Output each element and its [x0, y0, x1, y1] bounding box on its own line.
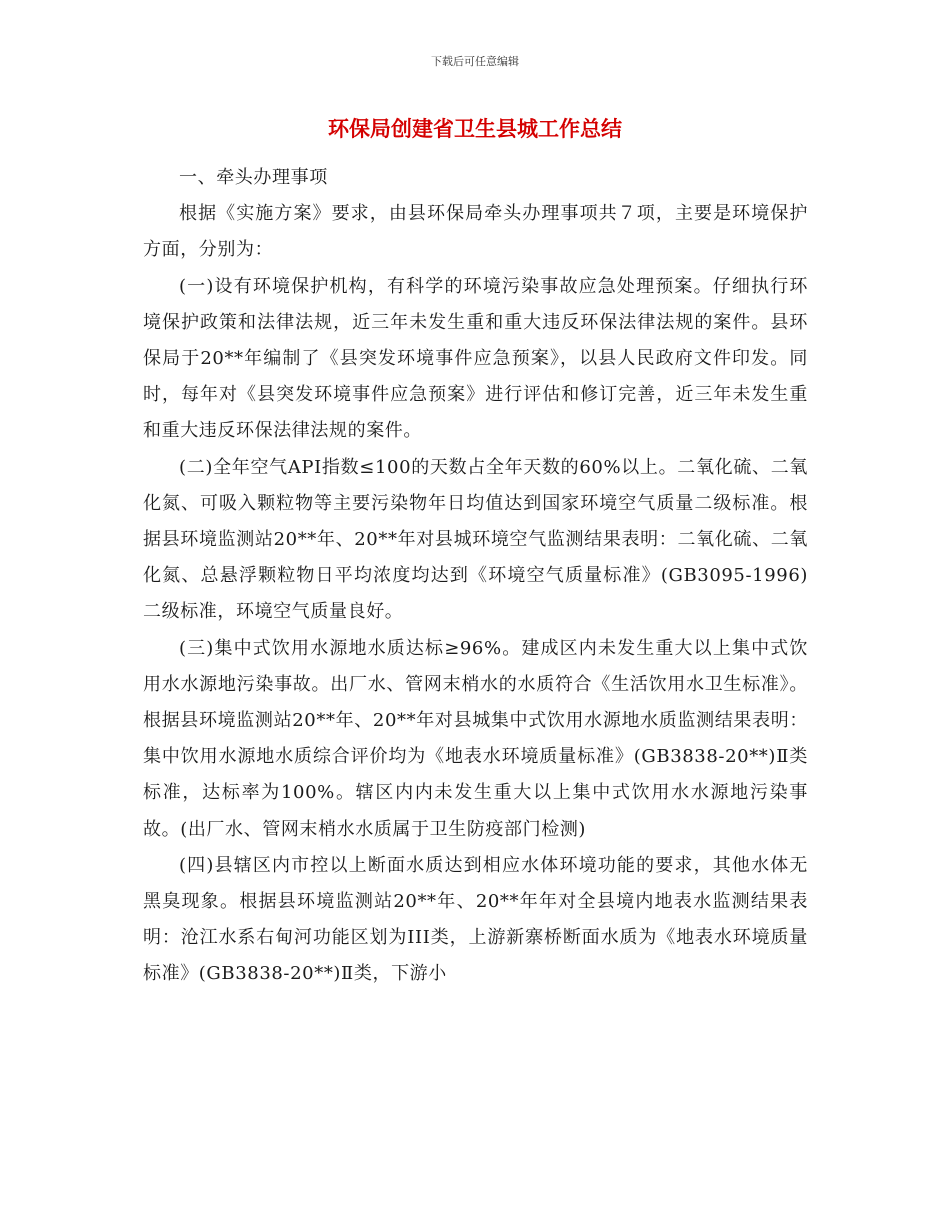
paragraph-item-1: (一)设有环境保护机构，有科学的环境污染事故应急处理预案。仔细执行环境保护政策和法律法规，近三年未发生重和重大违反环保法律法规的案件。县环保局于20**年编制了《县突发环境事件应急预案》，以县人民政府文件印发。同时，每年对《县突发环境事件应急预案》进行评估和修订完善，近三年未发生重和重大违反环保法律法规的案件。: [143, 275, 808, 442]
paragraph-item-2: (二)全年空气API指数≤100的天数占全年天数的60%以上。二氧化硫、二氧化氮、可吸入颗粒物等主要污染物年日均值达到国家环境空气质量二级标准。根据县环境监测站20**年、20**年对县城环境空气监测结果表明：二氧化硫、二氧化氮、总悬浮颗粒物日平均浓度均达到《环境空气质量标准》(GB3095-1996)二级标准，环境空气质量良好。: [143, 456, 808, 623]
section-heading: 一、牵头办理事项: [179, 167, 328, 188]
paragraph-intro: 根据《实施方案》要求，由县环保局牵头办理事项共７项，主要是环境保护方面，分别为：: [143, 203, 808, 261]
page-header-note: 下载后可任意编辑: [431, 55, 519, 68]
paragraph-item-4: (四)县辖区内市控以上断面水质达到相应水体环境功能的要求，其他水体无黑臭现象。根据县环境监测站20**年、20**年年对全县境内地表水监测结果表明：沧江水系右甸河功能区划为III类，上游新寨桥断面水质为《地表水环境质量标准》(GB3838-20**)Ⅱ类，下游小: [143, 854, 808, 985]
document-title: 环保局创建省卫生县城工作总结: [328, 117, 622, 141]
paragraph-item-3: (三)集中式饮用水源地水质达标≥96%。建成区内未发生重大以上集中式饮用水水源地污染事故。出厂水、管网末梢水的水质符合《生活饮用水卫生标准》。根据县环境监测站20**年、20**年对县城集中式饮用水源地水质监测结果表明：集中饮用水源地水质综合评价均为《地表水环境质量标准》(GB3838-20**)Ⅱ类标准，达标率为100%。辖区内内未发生重大以上集中式饮用水水源地污染事故。(出厂水、管网末梢水水质属于卫生防疫部门检测): [143, 637, 808, 840]
document-body: [143, 160, 808, 993]
